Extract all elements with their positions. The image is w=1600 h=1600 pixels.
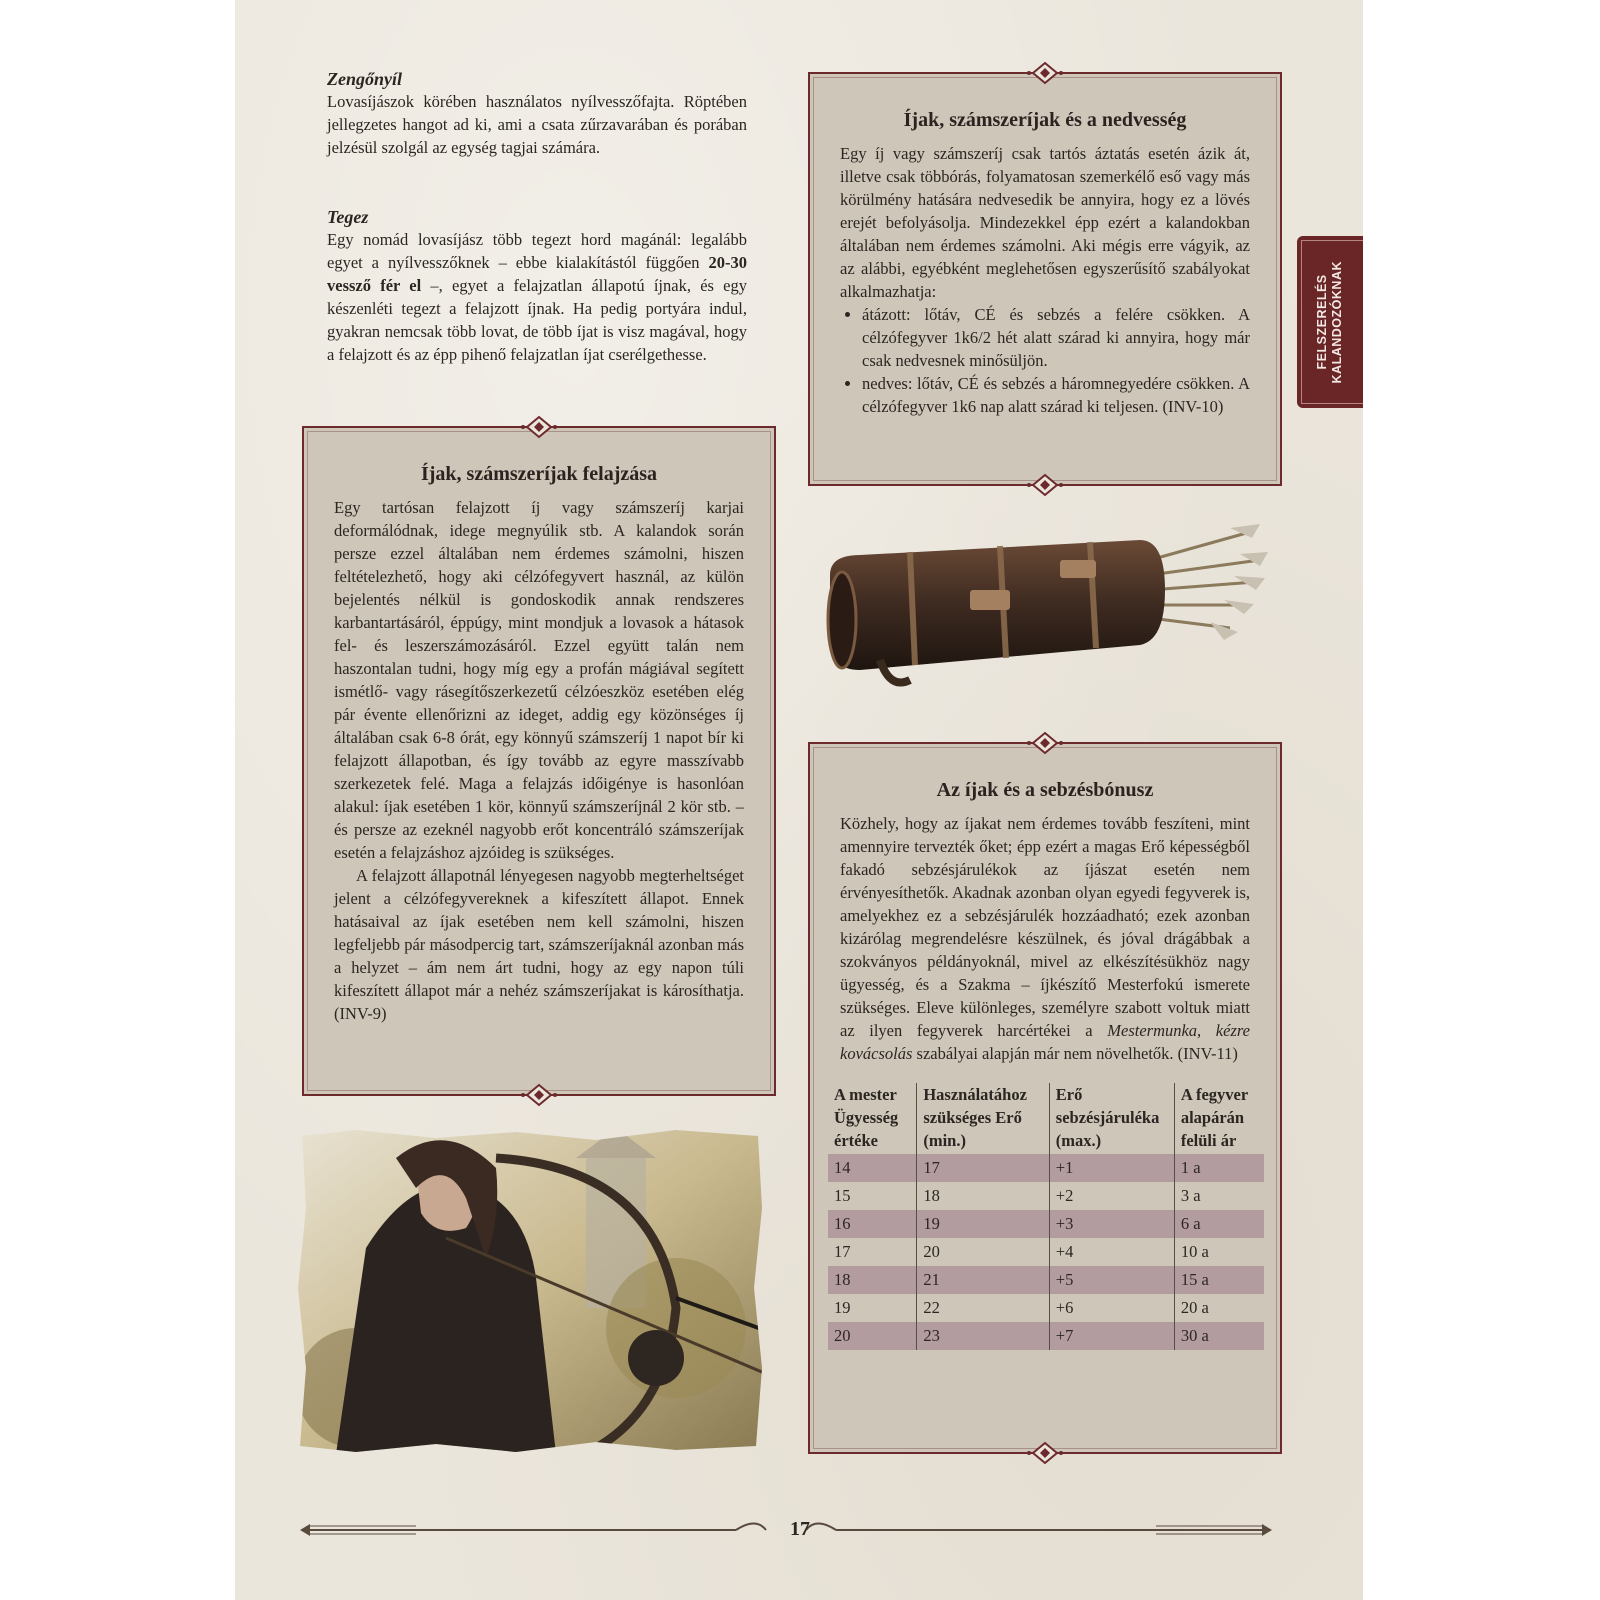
side-tab-line-1: FELSZERELÉS bbox=[1315, 274, 1329, 370]
bold-text-run: 20-30 vessző fér el bbox=[327, 253, 747, 295]
box-stringing bbox=[302, 426, 776, 1096]
box-paragraph: A felajzott állapotnál lényegesen nagyobb megterheltséget jelent a célzófegyvereknek a kifeszített állapot. Ennek hatásaival az íjak esetében nem kell számolni, hiszen legfeljebb pár másodpercig tart, számszeríjaknál azonban más a helyzet – ám nem árt tudni, hogy az egy napon túli kifeszített állapot már a nehéz számszeríjakat is károsíthatja. (INV-9) bbox=[334, 866, 744, 1023]
footer-ornament-icon bbox=[296, 1515, 1276, 1545]
column-header: A fegyver alapárán felüli ár bbox=[1174, 1083, 1264, 1154]
table-cell: 14 bbox=[828, 1154, 917, 1182]
section-tegez bbox=[327, 206, 747, 366]
table-cell: 22 bbox=[917, 1294, 1049, 1322]
text-run: Közhely, hogy az íjakat nem érdemes tovább feszíteni, mint amennyire tervezték őket; épp ezért a magas Erő képességből fakadó sebzésjárulékok az íjászat esetén nem érvényesíthetők. Akadnak azonban olyan egyedi fegyverek is, amelyekhez ez a sebzésjárulék hozzáadható; ezek azonban kizárólag megrendelésre készülnek, és jóval drágábbak a szokványos példányoknál, mivel az elkészítésükhöz nagy ügyesség, és a Szakma – íjkészítő Mesterfokú ismerete szükséges. Eleve különleges, személyre szabott voltuk miatt az ilyen fegyverek harcértékei a bbox=[840, 814, 1250, 1040]
table-row bbox=[828, 1154, 1264, 1182]
box-body bbox=[840, 812, 1250, 1065]
table-cell: 18 bbox=[828, 1266, 917, 1294]
text-run: szabályai alapján már nem növelhetők. (INV-11) bbox=[912, 1044, 1238, 1063]
box-title: Az íjak és a sebzésbónusz bbox=[936, 779, 1154, 801]
ornament-top-icon bbox=[479, 415, 599, 439]
page-number: 17 bbox=[790, 1518, 810, 1540]
ornament-bottom-icon bbox=[479, 1083, 599, 1107]
box-body bbox=[840, 142, 1250, 418]
table-cell: 20 bbox=[917, 1238, 1049, 1266]
table-row bbox=[828, 1238, 1264, 1266]
bullet-list bbox=[840, 303, 1250, 418]
column-header: Erő sebzésjáruléka (max.) bbox=[1049, 1083, 1174, 1154]
table-row bbox=[828, 1182, 1264, 1210]
box-title: Íjak, számszeríjak felajzása bbox=[420, 463, 658, 485]
table-row bbox=[828, 1294, 1264, 1322]
list-item: • átázott: lőtáv, CÉ és sebzés a felére csökken. A célzófegyver 1k6/2 hét alatt szárad ki annyira, hogy már csak nedvesnek minősüljön. bbox=[862, 303, 1250, 372]
table-cell: +5 bbox=[1049, 1266, 1174, 1294]
table-cell: 15 bbox=[834, 1186, 851, 1205]
table-cell: +2 bbox=[1049, 1182, 1174, 1210]
section-text: Lovasíjászok körében használatos nyílvesszőfajta. Röptében jellegzetes hangot ad ki, ami a csata zűrzavarában és porában jelzésül szolgál az egység tagjai számára. bbox=[327, 92, 747, 157]
table-cell: 3 a bbox=[1174, 1182, 1264, 1210]
table-row bbox=[828, 1210, 1264, 1238]
ornament-bottom-icon bbox=[985, 1441, 1105, 1465]
box-moisture bbox=[808, 72, 1282, 486]
italic-text-run: Mestermunka, kézre kovácsolás bbox=[840, 1021, 1250, 1063]
box-damage-bonus bbox=[808, 742, 1282, 1454]
box-paragraph bbox=[840, 812, 1250, 1065]
table-cell: 20 a bbox=[1174, 1294, 1264, 1322]
box-body bbox=[334, 496, 744, 1025]
box-title: Íjak, számszeríjak és a nedvesség bbox=[903, 109, 1187, 131]
table-cell: +4 bbox=[1049, 1238, 1174, 1266]
table-cell: +6 bbox=[1049, 1294, 1174, 1322]
table-cell: 15 a bbox=[1174, 1266, 1264, 1294]
table-header-row bbox=[828, 1083, 1264, 1154]
table-cell: 17 bbox=[834, 1242, 851, 1261]
damage-bonus-table bbox=[828, 1083, 1264, 1350]
elf-archer-illustration bbox=[296, 1128, 764, 1454]
table-cell: 10 a bbox=[1174, 1238, 1264, 1266]
section-zengonyil bbox=[327, 68, 747, 159]
table-cell: 19 bbox=[917, 1210, 1049, 1238]
chapter-side-tab[interactable] bbox=[1297, 236, 1363, 408]
section-text bbox=[327, 228, 747, 366]
table-cell: 21 bbox=[917, 1266, 1049, 1294]
text-run: –, egyet a felajzatlan állapotú íjnak, és egy készenléti tegezt a felajzott íjnak. Ha pedig portyára indul, gyakran nemcsak több lovat, de több íjat is visz magával, hogy a felajzott és az épp pihenő felajzatlan íjat cserélgethesse. bbox=[327, 276, 747, 364]
table-cell: 6 a bbox=[1174, 1210, 1264, 1238]
table-cell: 16 bbox=[828, 1210, 917, 1238]
table-row bbox=[828, 1322, 1264, 1350]
table-cell: +1 bbox=[1049, 1154, 1174, 1182]
section-heading: Tegez bbox=[327, 207, 369, 227]
box-paragraph: Egy tartósan felajzott íj vagy számszeríj karjai deformálódnak, idege megnyúlik stb. A kalandok során persze ezzel általában nem érdemes számolni, hiszen feltételezhető, hogy aki célzófegyvert használ, az külön bejelentés nélkül is gondoskodik annak rendszeres karbantartásáról, éppúgy, mint mondjuk a lovasok a hátasok fel- és leszerszámozásáról. Ezzel együtt talán nem haszontalan tudni, hogy míg egy a profán mágiával segített ismétlő- vagy rásegítőszerkezetű célzóeszköz esetében elég pár évente ellenőrizni az ideget, addig egy közönséges íj általában csak 6-8 órát, egy könnyű számszeríj 1 napot bír ki felajzott állapotban, és így tovább az egyre masszívabb szerkezetek felé. Maga a felajzás időigénye is hasonlóan alakul: íjak esetében 1 kör, könnyű számszeríjnál 2 kör stb. – és persze az ezeknél nagyobb erőt koncentráló számszeríjak esetén a felajzáshoz ajzóideg is szükséges. bbox=[334, 498, 744, 862]
ornament-top-icon bbox=[985, 61, 1105, 85]
box-paragraph: Egy íj vagy számszeríj csak tartós áztatás esetén ázik át, illetve csak többórás, folyamatosan szemerkélő eső vagy más körülmény hatására nedvesedik be annyira, hogy ez a lövés erejét befolyásolja. Mindezekkel épp ezért a kalandokban általában nem érdemes számolni. Aki mégis erre vágyik, az az alábbi, egyébként meglehetősen egyszerűsítő szabályokat alkalmazhatja: bbox=[840, 144, 1250, 301]
table-row bbox=[828, 1266, 1264, 1294]
section-heading: Zengőnyíl bbox=[327, 69, 402, 89]
column-header: A mester Ügyesség értéke bbox=[834, 1085, 899, 1150]
table-cell: 20 bbox=[828, 1322, 917, 1350]
table-cell: 23 bbox=[917, 1322, 1049, 1350]
side-tab-line-2: KALANDOZÓKNAK bbox=[1330, 260, 1344, 384]
ornament-bottom-icon bbox=[985, 473, 1105, 497]
table-cell: 18 bbox=[917, 1182, 1049, 1210]
side-tab-label bbox=[1315, 261, 1345, 383]
column-header: Használatához szükséges Erő (min.) bbox=[917, 1083, 1049, 1154]
table-cell: 1 a bbox=[1174, 1154, 1264, 1182]
table-cell: +3 bbox=[1049, 1210, 1174, 1238]
quiver-illustration bbox=[820, 520, 1270, 700]
table-cell: 30 a bbox=[1174, 1322, 1264, 1350]
ornament-top-icon bbox=[985, 731, 1105, 755]
table-cell: 19 bbox=[834, 1298, 851, 1317]
text-run: Egy nomád lovasíjász több tegezt hord magánál: legalább egyet a nyílvesszőknek – ebbe kialakítástól függően bbox=[327, 230, 747, 272]
list-item: • nedves: lőtáv, CÉ és sebzés a háromnegyedére csökken. A célzófegyver 1k6 nap alatt szárad ki teljesen. (INV-10) bbox=[862, 372, 1250, 418]
table-cell: +7 bbox=[1049, 1322, 1174, 1350]
table-cell: 17 bbox=[917, 1154, 1049, 1182]
